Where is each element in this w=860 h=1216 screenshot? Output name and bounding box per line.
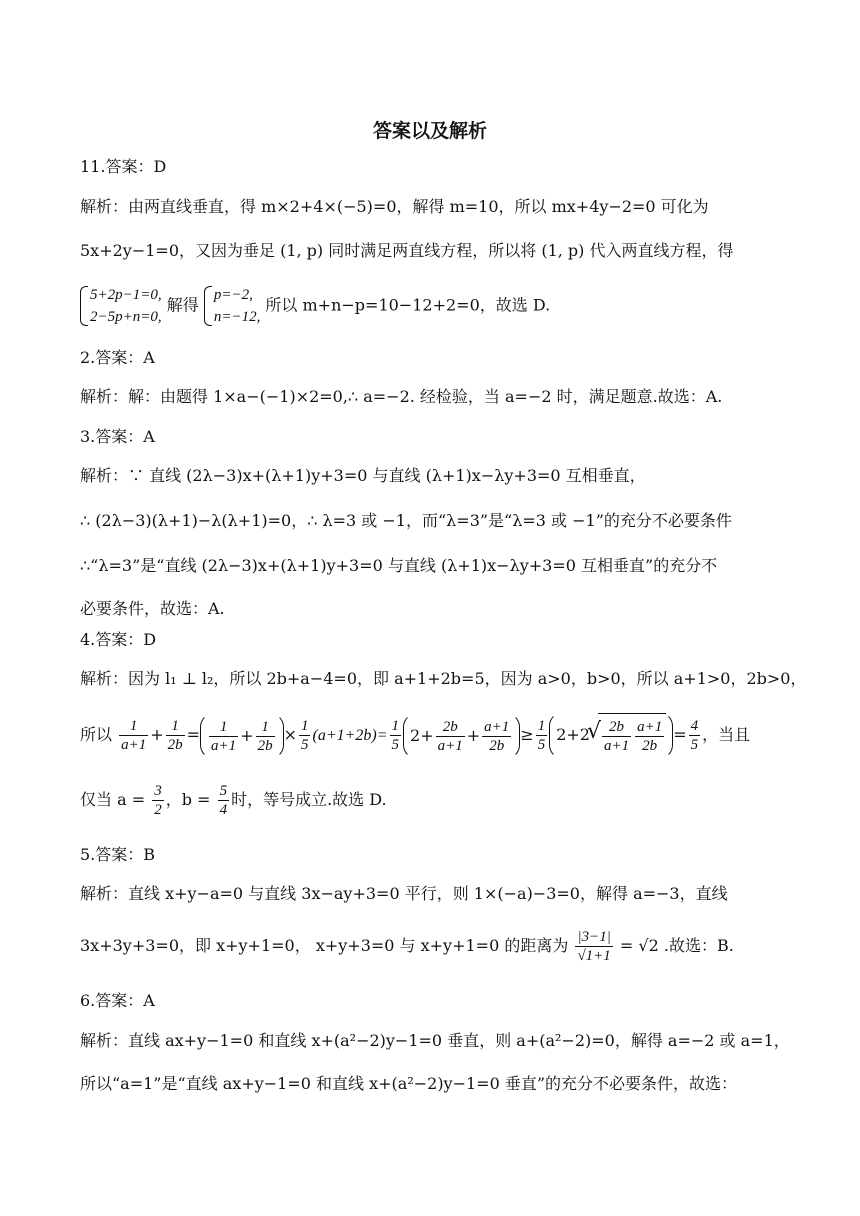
solve-label: 解得 [166,295,199,315]
paren-group-2: 2+ $\frac{2b}{a+1}$ + $\frac{a+1}{2b}$ [403,713,520,759]
q11-line-2: 5x+2y−1=0，又因为垂足 (1, p) 同时满足两直线方程，所以将 (1, p) 代入两直线方程，得 [80,241,734,260]
q6-line-2: 所以“a=1”是“直线 ax+y−1=0 和直线 x+(a²−2)y−1=0 垂直”的充分不必要条件，故选： [80,1074,738,1093]
q6-answer: 6.答案：A [80,991,155,1010]
system-1-eq-a: 5+2p−1=0, [90,287,162,303]
q4-line-2: 所以 $\frac{1}{a+1}$ + $\frac{1}{2b}$ = $\frac{1}{a+1}$ + $\frac{1}{2b}$ × $\frac{1}{5}$ (a+1+2b)= $\frac{1}{5}$ 2+ $\frac{2b}{a+1}$ + $\frac{a+1}{2b}$ ≥ $\frac{1}{5}$ 2+2 √ $\frac{2b}{a+1}$ $\frac{a+1}{2b}$ = $\frac{4}{5}$ ，当且 [80,712,800,756]
q11-line-3 [80,284,800,328]
q5-line-2: 3x+3y+3=0，即 x+y+1=0， x+y+3=0 与 x+y+1=0 的距离为 $\frac{|3-1|}{√1+1}$ = √2 .故选：B. [80,929,734,964]
system-2-eq-a: p=−2, [213,287,253,303]
result-fraction: $\frac{4}{5}$ [690,718,699,753]
paren-group-1: $\frac{1}{a+1}$ + $\frac{1}{2b}$ [200,713,284,759]
system-1-eq-b: 2−5p+n=0, [90,309,162,325]
q4-answer: 4.答案：D [80,630,157,649]
equation-system-2 [204,284,261,328]
q11-answer: 11.答案：D [80,157,167,176]
q4-line-1: 解析：因为 l₁ ⊥ l₂，所以 2b+a−4=0，即 a+1+2b=5，因为 a>0，b>0，所以 a+1>0，2b>0， [80,669,807,688]
q11-conclusion: 所以 m+n−p=10−12+2=0，故选 D. [265,295,551,315]
equation-system-1 [80,284,162,328]
distance-fraction: $\frac{|3-1|}{√1+1}$ [577,929,611,964]
q2-answer: 2.答案：A [80,348,155,367]
q3-line-4: 必要条件，故选：A. [80,599,225,618]
q3-line-3: ∴“λ=3”是“直线 (2λ−3)x+(λ+1)y+3=0 与直线 (λ+1)x−λy+3=0 互相垂直”的充分不 [80,556,718,575]
q3-answer: 3.答案：A [80,427,155,446]
q2-line-1: 解析：解：由题得 1×a−(−1)×2=0,∴ a=−2. 经检验，当 a=−2 时，满足题意.故选：A. [80,387,723,406]
system-2-eq-b: n=−12, [213,309,261,325]
q4-line-3: 仅当 a = $\frac{3}{2}$ ，b = $\frac{5}{4}$ 时，等号成立.故选 D. [80,783,387,818]
q4-so-label: 所以 [80,725,113,744]
q3-line-1: 解析：∵ 直线 (2λ−3)x+(λ+1)y+3=0 与直线 (λ+1)x−λy+3=0 互相垂直， [80,466,646,485]
fraction-b-value: $\frac{5}{4}$ [219,783,228,818]
q3-line-2: ∴ (2λ−3)(λ+1)−λ(λ+1)=0，∴ λ=3 或 −1，而“λ=3”是“λ=3 或 −1”的充分不必要条件 [80,511,732,530]
q11-line-1: 解析：由两直线垂直，得 m×2+4×(−5)=0，解得 m=10，所以 mx+4y−2=0 可化为 [80,197,709,216]
fraction-1-over-2b: $\frac{1}{2b}$ [167,718,183,753]
q5-answer: 5.答案：B [80,845,156,864]
sqrt-expression: √ $\frac{2b}{a+1}$ $\frac{a+1}{2b}$ [598,713,666,758]
page-title: 答案以及解析 [372,120,487,142]
q5-line-1: 解析：直线 x+y−a=0 与直线 3x−ay+3=0 平行，则 1×(−a)−3=0，解得 a=−3，直线 [80,884,728,903]
paren-group-3: 2+2 √ $\frac{2b}{a+1}$ $\frac{a+1}{2b}$ [549,712,673,759]
fraction-1-over-a-plus-1: $\frac{1}{a+1}$ [121,718,147,753]
fraction-a-value: $\frac{3}{2}$ [154,783,162,818]
q6-line-1: 解析：直线 ax+y−1=0 和直线 x+(a²−2)y−1=0 垂直，则 a+(a²−2)=0，解得 a=−2 或 a=1， [80,1031,790,1050]
